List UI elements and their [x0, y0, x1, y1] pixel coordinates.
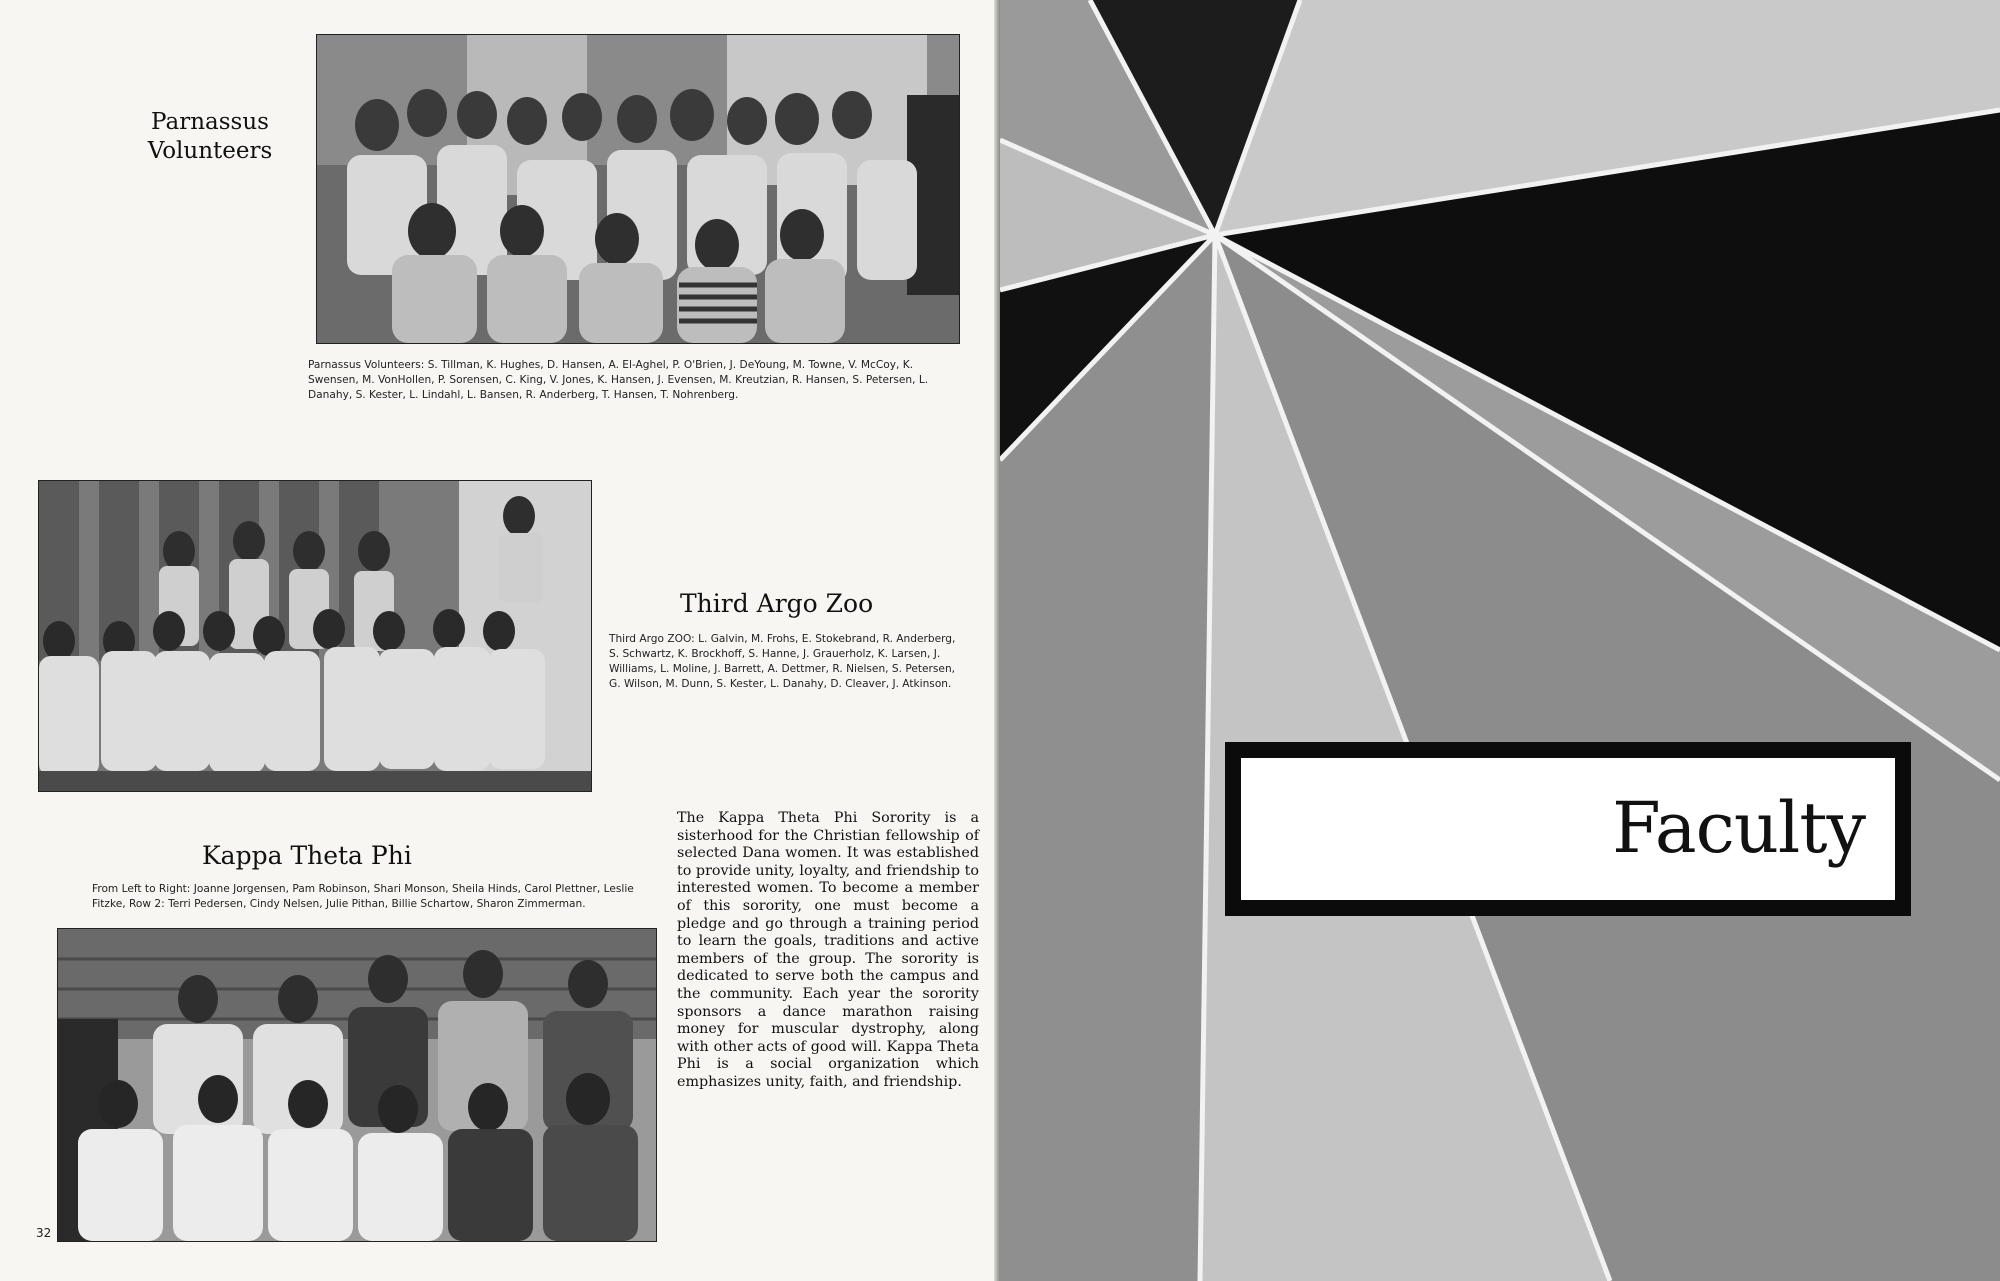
page-number: 32: [36, 1226, 52, 1240]
kappa-theta-phi-caption: From Left to Right: Joanne Jorgensen, Pam Robinson, Shari Monson, Sheila Hinds, Carol Plettner, Leslie Fitzke, Row 2: Terri Pedersen, Cindy Nelsen, Julie Pithan, Billie Schartow, Sharon Zimmerman.: [92, 883, 634, 910]
faculty-title-panel: [1241, 758, 1895, 900]
parnassus-heading: [130, 108, 290, 166]
kappa-theta-phi-photo: [57, 928, 657, 1242]
right-page: [1000, 0, 2000, 1281]
parnassus-caption: Parnassus Volunteers: S. Tillman, K. Hughes, D. Hansen, A. El-Aghel, P. O'Brien, J. DeYoung, M. Towne, V. McCoy, K. Swensen, M. VonHollen, P. Sorensen, C. King, V. Jones, K. Hansen, J. Evensen, M. Kreutzian, R. Hansen, S. Petersen, L. Danahy, S. Kester, L. Lindahl, L. Bansen, R. Anderberg, T. Hansen, T. Nohrenberg.: [308, 359, 929, 401]
third-argo-zoo-photo: [38, 480, 592, 792]
parnassus-group-photo: [316, 34, 960, 344]
kappa-theta-phi-heading: Kappa Theta Phi: [202, 841, 412, 870]
faculty-title: Faculty: [1612, 787, 1865, 869]
faculty-title-frame: [1225, 742, 1911, 916]
geometric-starburst-background: [1000, 0, 2000, 1281]
kappa-theta-phi-description: The Kappa Theta Phi Sorority is a sisterhood for the Christian fellowship of selected Dana women. It was established to provide unity, loyalty, and friendship to interested women. To become a member of this sorority, one must become a pledge and go through a training period to learn the goals, traditions and active members of the group. The sorority is dedicated to serve both the campus and the community. Each year the sorority sponsors a dance marathon raising money for muscular dystrophy, along with other acts of good will. Kappa Theta Phi is a social organization which emphasizes unity, faith, and friendship.: [677, 810, 979, 1090]
third-argo-zoo-heading: Third Argo Zoo: [680, 589, 874, 618]
third-argo-zoo-caption: Third Argo ZOO: L. Galvin, M. Frohs, E. Stokebrand, R. Anderberg, S. Schwartz, K. Brockhoff, S. Hanne, J. Grauerholz, K. Larsen, J. Williams, L. Moline, J. Barrett, A. Dettmer, R. Nielsen, S. Petersen, G. Wilson, M. Dunn, S. Kester, L. Danahy, D. Cleaver, J. Atkinson.: [609, 633, 956, 690]
parnassus-heading-line2: Volunteers: [147, 138, 273, 164]
parnassus-heading-line1: Parnassus: [151, 109, 269, 135]
